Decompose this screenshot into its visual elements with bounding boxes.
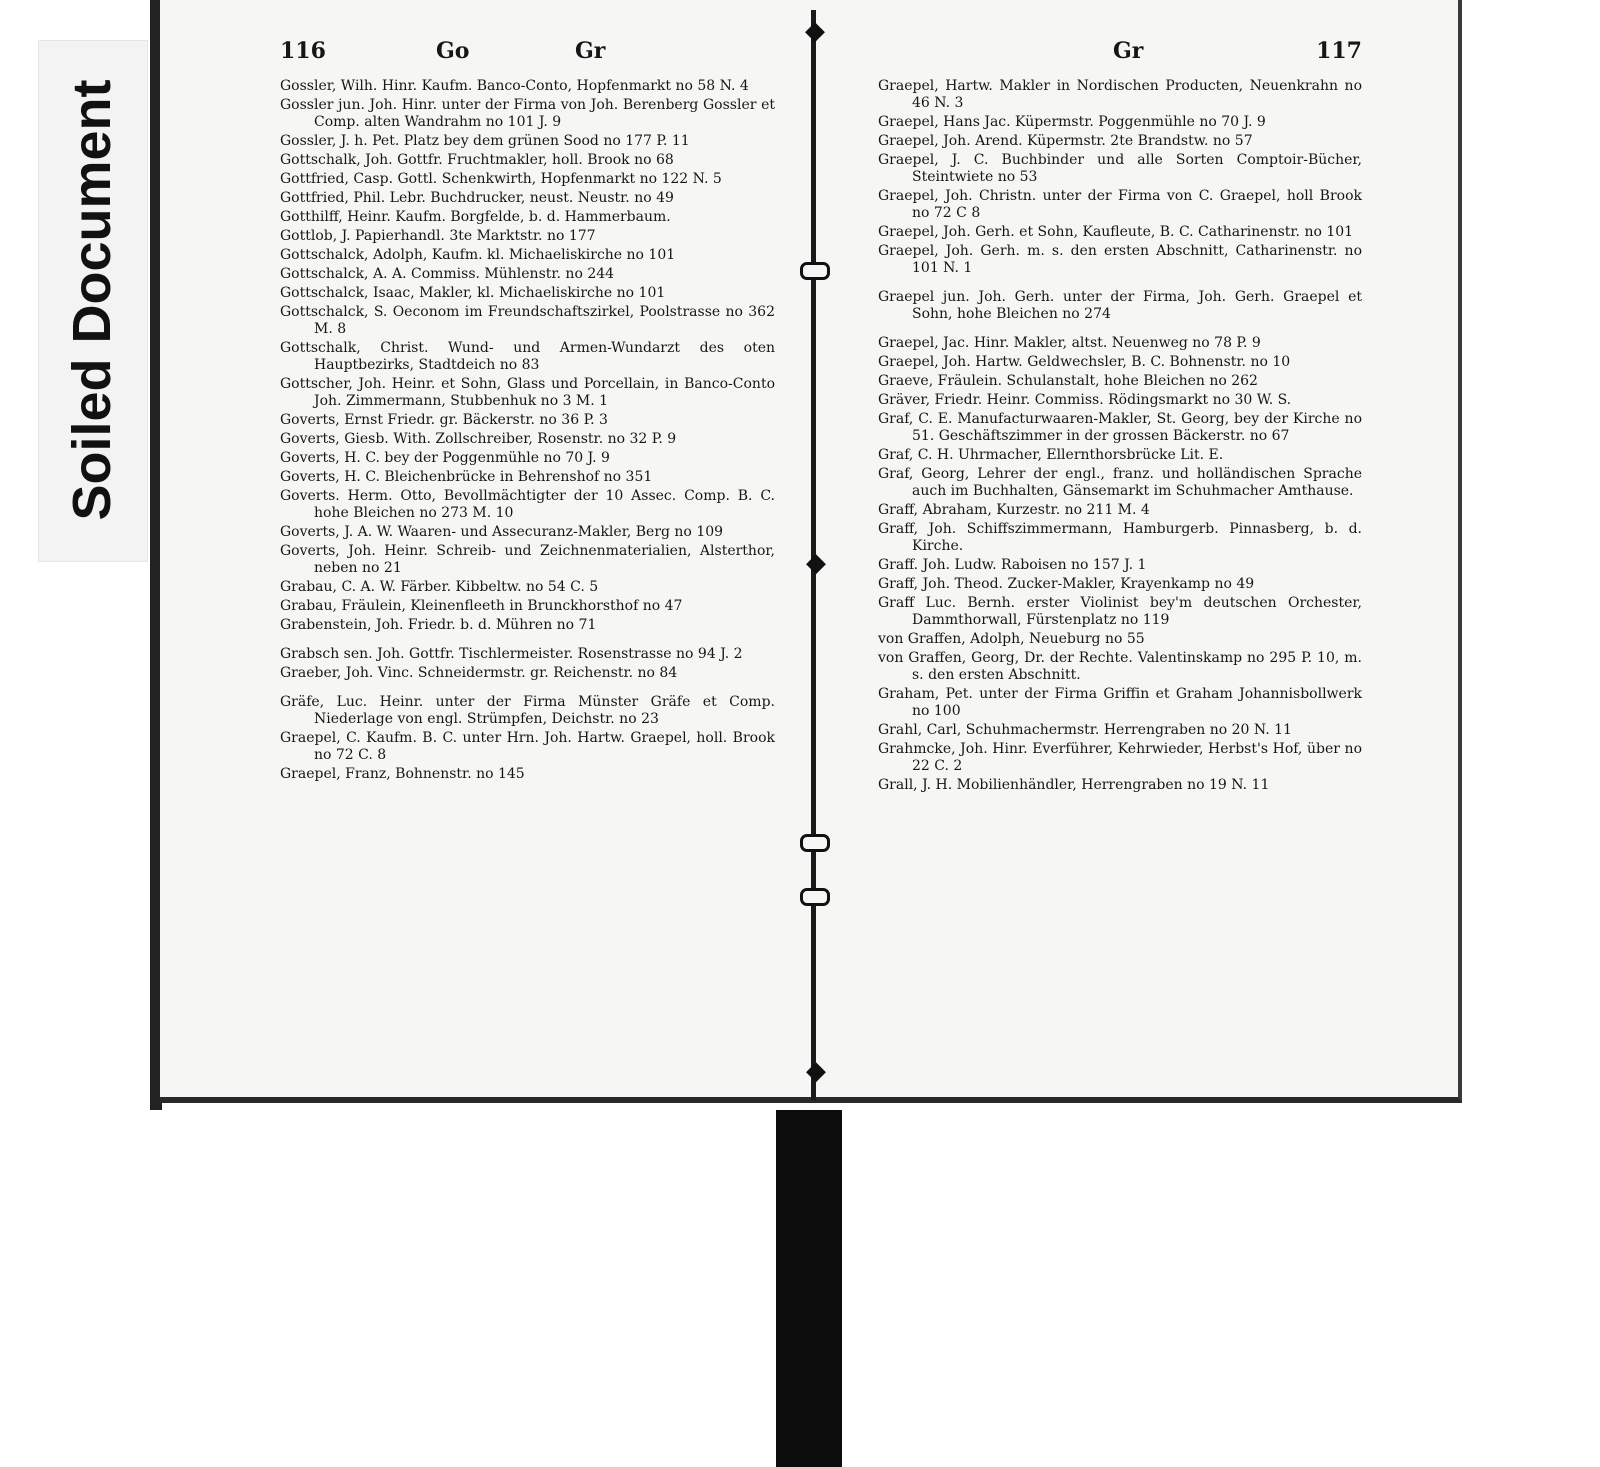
directory-entry: Grabau, C. A. W. Färber. Kibbeltw. no 54 C. 5 [280, 579, 599, 595]
directory-entry: Gottschalk, Joh. Gottfr. Fruchtmakler, holl. Brook no 68 [280, 152, 674, 168]
directory-entry: Grahmcke, Joh. Hinr. Everführer, Kehrwieder, Herbst's Hof, über no 22 C. 2 [878, 741, 1362, 774]
thread-knot-icon: ◆ [806, 1056, 826, 1086]
directory-entry: Graepel, Joh. Gerh. et Sohn, Kaufleute, B. C. Catharinenstr. no 101 [878, 224, 1354, 240]
right-page-header [878, 38, 1362, 78]
directory-entry: von Graffen, Georg, Dr. der Rechte. Valentinskamp no 295 P. 10, m. s. den ersten Abschnitt. [878, 650, 1362, 683]
thread-knot-icon: ◆ [806, 548, 826, 578]
directory-entry: Graepel, C. Kaufm. B. C. unter Hrn. Joh. Hartw. Graepel, holl. Brook no 72 C. 8 [280, 730, 775, 763]
directory-entry: Graf, C. H. Uhrmacher, Ellernthorsbrücke Lit. E. [878, 447, 1224, 463]
directory-entry: Graepel, Hartw. Makler in Nordischen Producten, Neuenkrahn no 46 N. 3 [878, 78, 1362, 111]
directory-entry: Grahl, Carl, Schuhmachermstr. Herrengraben no 20 N. 11 [878, 722, 1292, 738]
running-head-right: Gr [575, 38, 606, 64]
directory-entry: Gossler, Wilh. Hinr. Kaufm. Banco-Conto, Hopfenmarkt no 58 N. 4 [280, 78, 749, 94]
left-page [280, 38, 775, 785]
directory-entry: Graeve, Fräulein. Schulanstalt, hohe Bleichen no 262 [878, 373, 1258, 389]
directory-entry: Graham, Pet. unter der Firma Griffin et Graham Johannisbollwerk no 100 [878, 686, 1362, 719]
directory-entry: Graepel, J. C. Buchbinder und alle Sorten Comptoir-Bücher, Steintwiete no 53 [878, 152, 1362, 185]
thread-tie-icon [800, 262, 830, 280]
directory-entry: Graepel, Joh. Christn. unter der Firma von C. Graepel, holl Brook no 72 C 8 [878, 188, 1362, 221]
directory-entry: Goverts, H. C. bey der Poggenmühle no 70 J. 9 [280, 450, 610, 466]
directory-entry: Goverts, Giesb. With. Zollschreiber, Rosenstr. no 32 P. 9 [280, 431, 677, 447]
directory-entry: Gottscher, Joh. Heinr. et Sohn, Glass und Porcellain, in Banco-Conto Joh. Zimmermann, Stubbenhuk no 3 M. 1 [280, 376, 775, 409]
thread-tie-icon [800, 888, 830, 906]
directory-entry: Gossler jun. Joh. Hinr. unter der Firma von Joh. Berenberg Gossler et Comp. alten Wandrahm no 101 J. 9 [280, 97, 775, 130]
directory-entry: Goverts, H. C. Bleichenbrücke in Behrenshof no 351 [280, 469, 653, 485]
directory-entry: Gottschalck, Adolph, Kaufm. kl. Michaeliskirche no 101 [280, 247, 676, 263]
running-head: Gr [1113, 38, 1144, 64]
directory-entry: Gossler, J. h. Pet. Platz bey dem grünen Sood no 177 P. 11 [280, 133, 690, 149]
thread-tie-icon [800, 834, 830, 852]
directory-entry: Graf, Georg, Lehrer der engl., franz. und holländischen Sprache auch im Buchhalten, Gänsemarkt im Schuhmacher Amthause. [878, 466, 1362, 499]
directory-entry: Gottschalck, S. Oeconom im Freundschaftszirkel, Poolstrasse no 362 M. 8 [280, 304, 775, 337]
directory-entry: Graepel, Hans Jac. Küpermstr. Poggenmühle no 70 J. 9 [878, 114, 1266, 130]
directory-entry: Gotthilff, Heinr. Kaufm. Borgfelde, b. d. Hammerbaum. [280, 209, 671, 225]
directory-entry: Graeber, Joh. Vinc. Schneidermstr. gr. Reichenstr. no 84 [280, 665, 678, 681]
directory-entry: Graepel jun. Joh. Gerh. unter der Firma, Joh. Gerh. Graepel et Sohn, hohe Bleichen no 274 [878, 289, 1362, 322]
directory-entry: Gottschalck, Isaac, Makler, kl. Michaeliskirche no 101 [280, 285, 666, 301]
right-page [878, 38, 1362, 796]
directory-entry: Graf, C. E. Manufacturwaaren-Makler, St. Georg, bey der Kirche no 51. Geschäftszimmer in der grossen Bäckerstr. no 67 [878, 411, 1362, 444]
page-number: 116 [280, 38, 326, 64]
left-page-header [280, 38, 775, 78]
directory-list [280, 78, 775, 783]
directory-entry: Gottschalck, A. A. Commiss. Mühlenstr. no 244 [280, 266, 615, 282]
directory-entry: Graff Luc. Bernh. erster Violinist bey'm deutschen Orchester, Dammthorwall, Fürstenplatz no 119 [878, 595, 1362, 628]
bookmark-ribbon [776, 1110, 842, 1467]
directory-entry: Grabau, Fräulein, Kleinenfleeth in Brunckhorsthof no 47 [280, 598, 683, 614]
directory-entry: Grall, J. H. Mobilienhändler, Herrengraben no 19 N. 11 [878, 777, 1270, 793]
directory-entry: Goverts, J. A. W. Waaren- und Assecuranz-Makler, Berg no 109 [280, 524, 724, 540]
directory-entry: Goverts. Herm. Otto, Bevollmächtigter der 10 Assec. Comp. B. C. hohe Bleichen no 273 M. 10 [280, 488, 775, 521]
directory-entry: Graff, Joh. Schiffszimmermann, Hamburgerb. Pinnasberg, b. d. Kirche. [878, 521, 1362, 554]
thread-knot-icon: ◆ [805, 16, 825, 46]
directory-entry: Gottfried, Casp. Gottl. Schenkwirth, Hopfenmarkt no 122 N. 5 [280, 171, 722, 187]
directory-entry: Graff. Joh. Ludw. Raboisen no 157 J. 1 [878, 557, 1147, 573]
directory-entry: Graepel, Joh. Hartw. Geldwechsler, B. C. Bohnenstr. no 10 [878, 354, 1291, 370]
directory-entry: Goverts, Ernst Friedr. gr. Bäckerstr. no 36 P. 3 [280, 412, 608, 428]
page-number: 117 [1316, 38, 1362, 64]
directory-entry: Graepel, Jac. Hinr. Makler, altst. Neuenweg no 78 P. 9 [878, 335, 1261, 351]
directory-entry: Gottschalk, Christ. Wund- und Armen-Wundarzt des oten Hauptbezirks, Stadtdeich no 83 [280, 340, 775, 373]
directory-entry: Gottfried, Phil. Lebr. Buchdrucker, neust. Neustr. no 49 [280, 190, 674, 206]
directory-entry: Graepel, Joh. Gerh. m. s. den ersten Abschnitt, Catharinenstr. no 101 N. 1 [878, 243, 1362, 276]
directory-entry: von Graffen, Adolph, Neueburg no 55 [878, 631, 1145, 647]
directory-entry: Graff, Joh. Theod. Zucker-Makler, Krayenkamp no 49 [878, 576, 1255, 592]
directory-entry: Grabsch sen. Joh. Gottfr. Tischlermeister. Rosenstrasse no 94 J. 2 [280, 646, 743, 662]
running-head-left: Go [436, 38, 470, 64]
directory-entry: Gräfe, Luc. Heinr. unter der Firma Münster Gräfe et Comp. Niederlage von engl. Strümpfen, Deichstr. no 23 [280, 694, 775, 727]
directory-entry: Goverts, Joh. Heinr. Schreib- und Zeichnenmaterialien, Alsterthor, neben no 21 [280, 543, 775, 576]
stamp-label: Soiled Document [62, 79, 122, 521]
directory-entry: Graepel, Joh. Arend. Küpermstr. 2te Brandstw. no 57 [878, 133, 1253, 149]
directory-list [878, 78, 1362, 794]
directory-entry: Graff, Abraham, Kurzestr. no 211 M. 4 [878, 502, 1150, 518]
directory-entry: Gottlob, J. Papierhandl. 3te Marktstr. no 177 [280, 228, 596, 244]
directory-entry: Graepel, Franz, Bohnenstr. no 145 [280, 766, 525, 782]
directory-entry: Gräver, Friedr. Heinr. Commiss. Rödingsmarkt no 30 W. S. [878, 392, 1292, 408]
directory-entry: Grabenstein, Joh. Friedr. b. d. Mühren no 71 [280, 617, 597, 633]
